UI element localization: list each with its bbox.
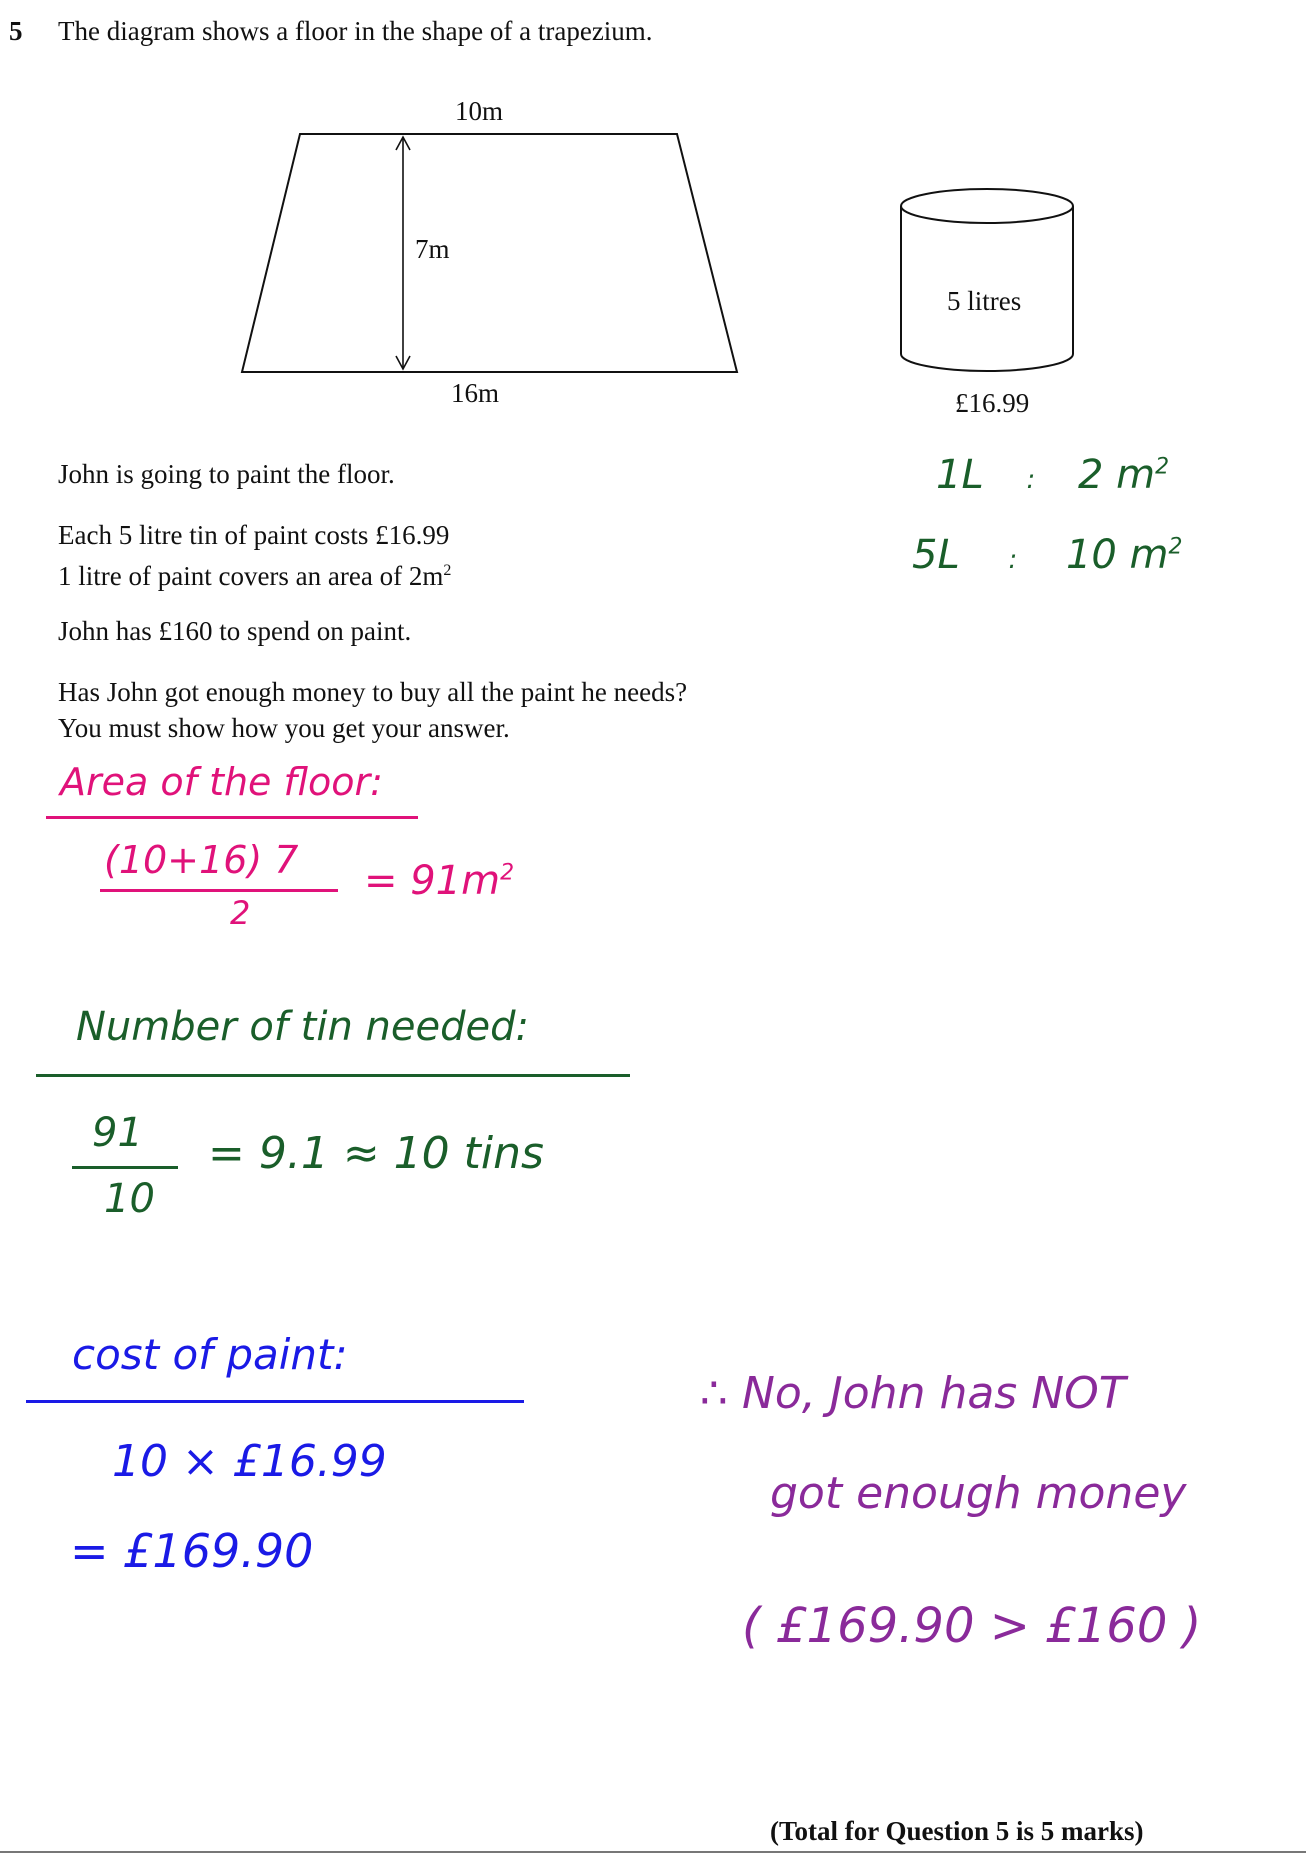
footer-rule bbox=[0, 1851, 1306, 1853]
tins-numerator: 91 bbox=[92, 1110, 143, 1156]
total-marks: (Total for Question 5 is 5 marks) bbox=[770, 1816, 1144, 1846]
tin-volume-label: 5 litres bbox=[947, 286, 1022, 316]
cost-heading-underline bbox=[26, 1400, 524, 1403]
area-numerator: (10+16) 7 bbox=[104, 838, 299, 882]
area-result: = $91m^2$ bbox=[364, 858, 515, 904]
top-base-label: 10m bbox=[455, 96, 504, 126]
area-denominator: 2 bbox=[230, 894, 251, 932]
text-line-2: Each 5 litre tin of paint costs £16.99 bbox=[58, 520, 450, 550]
area-heading-underline bbox=[46, 816, 418, 819]
question-number: 5 bbox=[9, 16, 23, 46]
cost-line-2: = £169.90 bbox=[70, 1524, 314, 1578]
ratio-2: 5L : 10 $m^2$ bbox=[912, 532, 1183, 578]
tins-result: = 9.1 ≈ 10 tins bbox=[208, 1128, 544, 1179]
tins-denominator: 10 bbox=[104, 1176, 155, 1222]
trapezium-floor bbox=[242, 134, 737, 372]
paint-tin bbox=[901, 189, 1073, 371]
tins-fraction-bar bbox=[72, 1166, 178, 1169]
ratio-1: 1L : 2 $m^2$ bbox=[936, 452, 1170, 498]
tin-price-label: £16.99 bbox=[955, 388, 1030, 418]
bottom-base-label: 16m bbox=[451, 378, 500, 408]
area-fraction-bar bbox=[100, 889, 338, 892]
tins-heading-underline bbox=[36, 1074, 630, 1077]
area-heading: Area of the floor: bbox=[60, 760, 383, 804]
conclusion-line-1: ∴ No, John has NOT bbox=[700, 1368, 1126, 1419]
text-line-5: Has John got enough money to buy all the paint he needs? bbox=[58, 677, 688, 707]
text-line-4: John has £160 to spend on paint. bbox=[58, 616, 412, 646]
conclusion-line-2: got enough money bbox=[770, 1468, 1187, 1519]
height-label: 7m bbox=[415, 234, 450, 264]
question-intro: The diagram shows a floor in the shape of a trapezium. bbox=[58, 16, 653, 46]
text-line-6: You must show how you get your answer. bbox=[58, 713, 510, 743]
conclusion-line-3: ( £169.90 > £160 ) bbox=[742, 1598, 1202, 1654]
cost-line-1: 10 × £16.99 bbox=[112, 1436, 387, 1487]
tins-heading: Number of tin needed: bbox=[76, 1004, 529, 1050]
text-line-1: John is going to paint the floor. bbox=[58, 459, 395, 489]
cost-heading: cost of paint: bbox=[72, 1330, 348, 1379]
text-line-3: 1 litre of paint covers an area of $2m^2$ bbox=[58, 561, 452, 591]
